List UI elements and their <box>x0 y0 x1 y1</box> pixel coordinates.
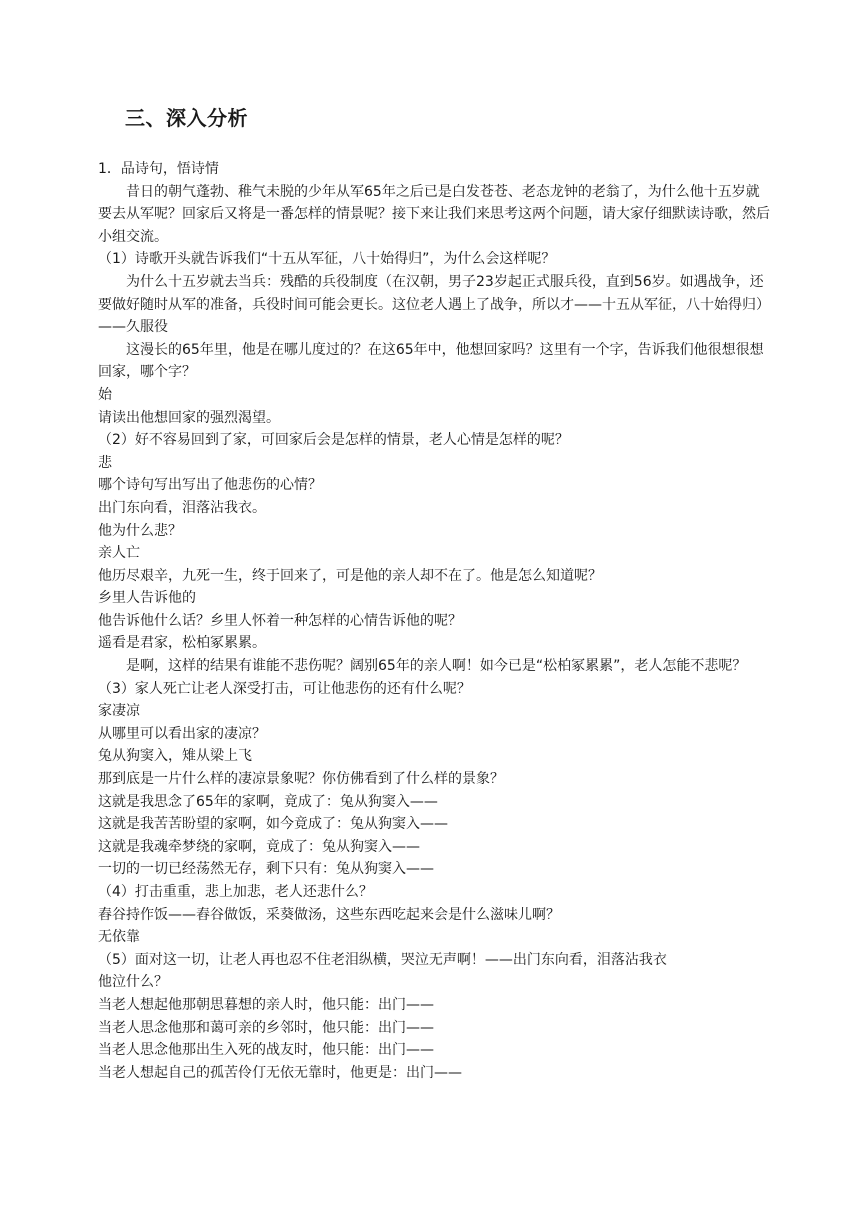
text-line: 他为什么悲？ <box>98 522 182 539</box>
text-line: 这就是我苦苦盼望的家啊，如今竟成了：兔从狗窦入—— <box>98 816 448 833</box>
answer-1: 为什么十五岁就去当兵：残酷的兵役制度（在汉朝，男子23岁起正式服兵役，直到56岁。如遇战争，还要做好随时从军的准备，兵役时间可能会更长。这位老人遇上了战争，所以才——十五从军征，八十始得归）——久服役 <box>98 273 770 336</box>
text-line: 他历尽艰辛，九死一生，终于回来了，可是他的亲人却不在了。他是怎么知道呢？ <box>98 567 602 584</box>
text-line: 无依靠 <box>98 929 140 946</box>
question-4: （4）打击重重，悲上加悲，老人还悲什么？ <box>98 884 373 900</box>
section-heading: 三、深入分析 <box>125 106 248 130</box>
text-line: 哪个诗句写出写出了他悲伤的心情？ <box>98 477 322 494</box>
text-line: 这就是我思念了65年的家啊，竟成了：兔从狗窦入—— <box>98 793 438 810</box>
text-line: 舂谷持作饭——舂谷做饭，采葵做汤，这些东西吃起来会是什么滋味儿啊？ <box>98 906 560 923</box>
text-line: 当老人思念他那和蔼可亲的乡邻时，他只能：出门—— <box>98 1019 434 1036</box>
text-line: 亲人亡 <box>98 545 140 562</box>
text-line: 当老人思念他那出生入死的战友时，他只能：出门—— <box>98 1042 434 1059</box>
subsection-title: 1．品诗句，悟诗情 <box>98 161 219 177</box>
text-line: 家凄凉 <box>98 703 140 720</box>
text-line: 这就是我魂牵梦绕的家啊，竟成了：兔从狗窦入—— <box>98 838 420 855</box>
text-line: 当老人想起自己的孤苦伶仃无依无靠时，他更是：出门—— <box>98 1064 462 1081</box>
text-line: 那到底是一片什么样的凄凉景象呢？你仿佛看到了什么样的景象？ <box>98 771 504 788</box>
text-line: 从哪里可以看出家的凄凉？ <box>98 725 266 742</box>
text-line: 悲 <box>98 454 112 471</box>
text-line: 遥看是君家，松柏冢累累。 <box>98 635 266 652</box>
text-line: 当老人想起他那朝思暮想的亲人时，他只能：出门—— <box>98 996 434 1013</box>
text-line: 他泣什么？ <box>98 974 168 991</box>
question-5: （5）面对这一切，让老人再也忍不住老泪纵横，哭泣无声啊！——出门东向看，泪落沾我衣 <box>98 951 667 968</box>
text-line: 兔从狗窦入，雉从梁上飞 <box>98 748 252 765</box>
follow-up-1: 这漫长的65年里，他是在哪儿度过的？在这65年中，他想回家吗？这里有一个字，告诉我们他很想很想回家，哪个字？ <box>98 341 764 381</box>
text-line: 一切的一切已经荡然无存，剩下只有：兔从狗窦入—— <box>98 861 434 878</box>
text-line: 出门东向看，泪落沾我衣。 <box>98 499 266 516</box>
question-3: （3）家人死亡让老人深受打击，可让他悲伤的还有什么呢？ <box>98 680 471 697</box>
key-word: 始 <box>98 386 112 403</box>
closing-paragraph: 是啊，这样的结果有谁能不悲伤呢？阔别65年的亲人啊！如今已是“松柏冢累累”，老人怎能不悲呢？ <box>126 658 747 675</box>
document-body <box>98 158 770 1084</box>
question-1: （1）诗歌开头就告诉我们“十五从军征，八十始得归”，为什么会这样呢？ <box>98 251 556 268</box>
text-line: 他告诉他什么话？乡里人怀着一种怎样的心情告诉他的呢？ <box>98 612 462 629</box>
reading-prompt: 请读出他想回家的强烈渴望。 <box>98 409 280 426</box>
text-line: 乡里人告诉他的 <box>98 590 196 607</box>
intro-paragraph: 昔日的朝气蓬勃、稚气未脱的少年从军65年之后已是白发苍苍、老态龙钟的老翁了，为什么他十五岁就要去从军呢？回家后又将是一番怎样的情景呢？接下来让我们来思考这两个问题，请大家仔细默读诗歌，然后小组交流。 <box>98 183 770 245</box>
question-2: （2）好不容易回到了家，可回家后会是怎样的情景，老人心情是怎样的呢？ <box>98 432 569 449</box>
